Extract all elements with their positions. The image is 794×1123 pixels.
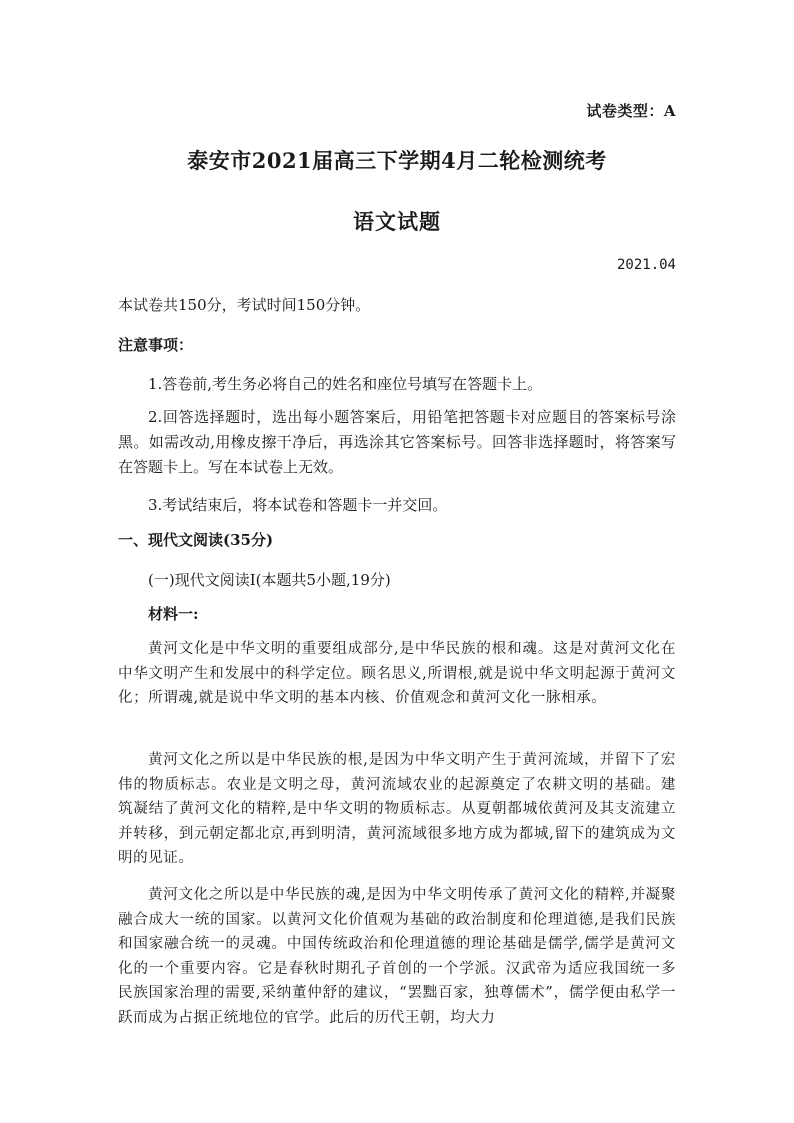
material-label: 材料一: [148,605,199,623]
reading-paragraph-1: 黄河文化是中华文明的重要组成部分,是中华民族的根和魂。这是对黄河文化在中华文明产生和发展中的科学定位。顾名思义,所谓根,就是说中华文明起源于黄河文化；所谓魂,就是说中华文明的基本内核、价值观念和黄河文化一脉相承。 [118,641,676,706]
exam-subtitle: 语文试题 [353,209,441,234]
notice-heading: 注意事项： [118,336,194,354]
exam-summary: 本试卷共150分，考试时间150分钟。 [118,296,371,314]
notice-item-3: 3.考试结束后，将本试卷和答题卡一并交回。 [148,496,448,514]
reading-paragraph-3: 黄河文化之所以是中华民族的魂,是因为中华文明传承了黄河文化的精粹,并凝聚融合成大一统的国家。以黄河文化价值观为基础的政治制度和伦理道德,是我们民族和国家融合统一的灵魂。中国传统政治和伦理道德的理论基础是儒学,儒学是黄河文化的一个重要内容。它是春秋时期孔子首创的一个学派。汉武帝为适应我国统一多民族国家治理的需要,采纳董仲舒的建议，“罢黜百家，独尊儒术”，儒学便由私学一跃而成为占据正统地位的官学。此后的历代王朝，均大力 [118,887,676,1026]
section-heading: 一、现代文阅读(35分) [118,531,274,549]
subsection-heading: (一)现代文阅读Ⅰ(本题共5小题,19分) [148,571,391,589]
notice-item-2: 2.回答选择题时，选出每小题答案后，用铅笔把答题卡对应题目的答案标号涂黑。如需改动,用橡皮擦干净后，再选涂其它答案标号。回答非选择题时，将答案写在答题卡上。写在本试卷上无效。 [118,408,676,476]
paper-type-label: 试卷类型：A [586,102,676,120]
exam-date: 2021.04 [616,257,676,273]
notice-item-1: 1.答卷前,考生务必将自己的姓名和座位号填写在答题卡上。 [148,375,543,393]
reading-paragraph-2: 黄河文化之所以是中华民族的根,是因为中华文明产生于黄河流域，并留下了宏伟的物质标志。农业是文明之母，黄河流域农业的起源奠定了农耕文明的基础。建筑凝结了黄河文化的精粹,是中华文明的物质标志。从夏朝都城依黄河及其支流建立并转移，到元朝定都北京,再到明清，黄河流域很多地方成为都城,留下的建筑成为文明的见证。 [118,752,676,866]
exam-title: 泰安市2021届高三下学期4月二轮检测统考 [187,148,607,173]
